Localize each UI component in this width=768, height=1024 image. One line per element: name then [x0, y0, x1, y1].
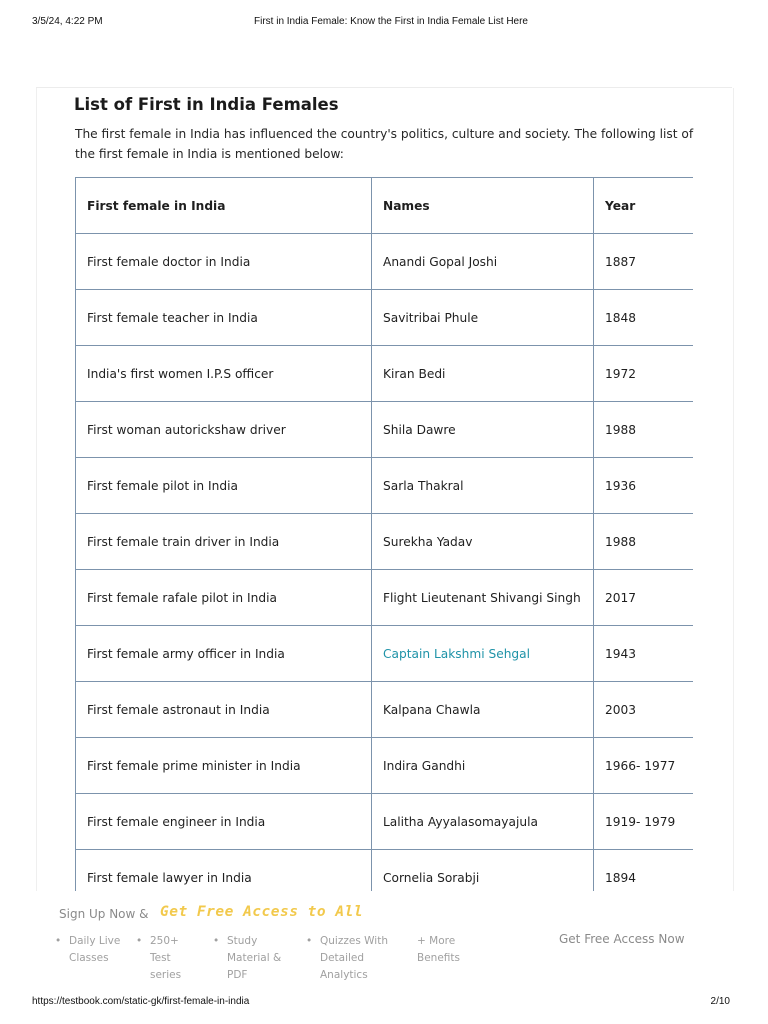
cell-title: First female lawyer in India [76, 850, 372, 892]
more-benefits-line: Benefits [417, 952, 460, 964]
cell-title: First female doctor in India [76, 234, 372, 290]
benefit-line: Quizzes With [320, 935, 388, 947]
cell-title: First female prime minister in India [76, 738, 372, 794]
table-row [76, 290, 694, 346]
cell-name: Lalitha Ayyalasomayajula [372, 794, 594, 850]
table-row [76, 402, 694, 458]
cell-year: 2003 [594, 682, 694, 738]
cell-name: Flight Lieutenant Shivangi Singh [372, 570, 594, 626]
table-row [76, 850, 694, 892]
signup-text: Sign Up Now & [59, 907, 149, 921]
cell-title: First female pilot in India [76, 458, 372, 514]
cell-title: First female rafale pilot in India [76, 570, 372, 626]
benefit-line: PDF [227, 969, 248, 981]
benefit-item [306, 933, 388, 984]
cell-name: Indira Gandhi [372, 738, 594, 794]
cell-title: India's first women I.P.S officer [76, 346, 372, 402]
cell-name: Anandi Gopal Joshi [372, 234, 594, 290]
more-benefits-line: + More [417, 935, 456, 947]
page-url: https://testbook.com/static-gk/first-female-in-india [32, 996, 250, 1007]
section-title: List of First in India Females [74, 95, 339, 114]
cell-year: 1943 [594, 626, 694, 682]
header-first-female: First female in India [76, 178, 372, 234]
benefit-item [55, 933, 121, 967]
table-row [76, 346, 694, 402]
cell-title: First female army officer in India [76, 626, 372, 682]
table-container [75, 177, 693, 891]
get-free-access-button[interactable]: Get Free Access Now [559, 932, 685, 946]
bullet-icon: • [55, 935, 62, 947]
table-row [76, 514, 694, 570]
cell-name-link[interactable]: Captain Lakshmi Sehgal [372, 626, 594, 682]
print-header [32, 16, 730, 30]
header-names: Names [372, 178, 594, 234]
header-year: Year [594, 178, 694, 234]
table-row [76, 458, 694, 514]
benefit-line: series [150, 969, 182, 981]
bullet-icon: • [136, 935, 143, 947]
cell-year: 1936 [594, 458, 694, 514]
free-access-text: Get Free Access to All [160, 904, 364, 920]
table-row [76, 234, 694, 290]
cell-year: 1894 [594, 850, 694, 892]
table-row [76, 738, 694, 794]
table-row [76, 626, 694, 682]
benefit-line: Study [227, 935, 258, 947]
cell-year: 1848 [594, 290, 694, 346]
cell-year: 1887 [594, 234, 694, 290]
benefit-line: Classes [69, 952, 109, 964]
cell-year: 1919- 1979 [594, 794, 694, 850]
table-header-row [76, 178, 694, 234]
more-benefits [417, 933, 460, 967]
page-number: 2/10 [710, 996, 730, 1007]
cell-year: 1966- 1977 [594, 738, 694, 794]
cell-name: Kiran Bedi [372, 346, 594, 402]
cell-year: 1972 [594, 346, 694, 402]
cell-year: 2017 [594, 570, 694, 626]
cell-title: First female astronaut in India [76, 682, 372, 738]
print-datetime: 3/5/24, 4:22 PM [32, 16, 103, 27]
cell-year: 1988 [594, 514, 694, 570]
cell-name: Shila Dawre [372, 402, 594, 458]
cell-title: First female engineer in India [76, 794, 372, 850]
benefit-item [136, 933, 182, 984]
benefit-line: Daily Live [69, 935, 121, 947]
cell-name: Savitribai Phule [372, 290, 594, 346]
cell-name: Sarla Thakral [372, 458, 594, 514]
table-row [76, 570, 694, 626]
cell-title: First female train driver in India [76, 514, 372, 570]
benefit-line: Material & [227, 952, 282, 964]
table-row [76, 682, 694, 738]
cell-name: Surekha Yadav [372, 514, 594, 570]
cell-name: Cornelia Sorabji [372, 850, 594, 892]
cell-name: Kalpana Chawla [372, 682, 594, 738]
benefit-line: Test [150, 952, 171, 964]
table-row [76, 794, 694, 850]
benefit-line: 250+ [150, 935, 179, 947]
benefit-line: Analytics [320, 969, 368, 981]
bullet-icon: • [306, 935, 313, 947]
bullet-icon: • [213, 935, 220, 947]
first-females-table [75, 177, 693, 891]
cell-title: First female teacher in India [76, 290, 372, 346]
benefit-line: Detailed [320, 952, 365, 964]
print-page-title: First in India Female: Know the First in India Female List Here [254, 16, 528, 27]
cell-title: First woman autorickshaw driver [76, 402, 372, 458]
intro-paragraph: The first female in India has influenced the country's politics, culture and society. The following list of the first female in India is mentioned below: [75, 127, 694, 161]
benefit-item [213, 933, 282, 984]
cell-year: 1988 [594, 402, 694, 458]
print-footer [32, 996, 730, 1010]
